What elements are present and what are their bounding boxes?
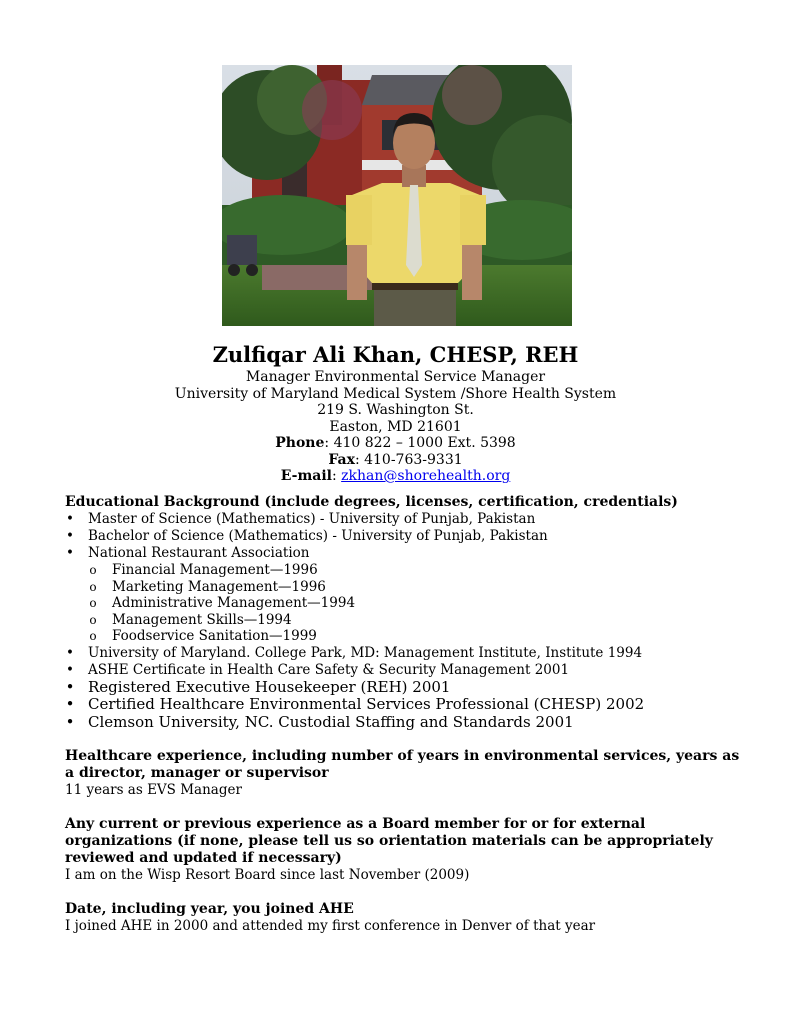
bullet-icon: •	[66, 661, 74, 678]
email-separator: :	[331, 468, 342, 484]
spacer	[65, 799, 745, 816]
experience-text: 11 years as EVS Manager	[65, 782, 242, 798]
spacer	[65, 884, 745, 901]
joined-text: I joined AHE in 2000 and attended my first conference in Denver of that year	[65, 918, 596, 934]
list-item	[65, 662, 745, 679]
person-name: Zulfiqar Ali Khan, CHESP, REH	[212, 342, 579, 367]
joined-heading: Date, including year, you joined AHE	[65, 901, 354, 917]
fax-line	[0, 452, 791, 469]
organization: University of Maryland Medical System /Shore Health System	[174, 385, 617, 402]
bullet-icon: •	[66, 545, 74, 561]
sub-list-item	[65, 612, 745, 629]
sub-list	[65, 562, 745, 645]
list-item	[65, 545, 745, 645]
sub-list-item-text: Marketing Management—1996	[112, 578, 326, 595]
street-address: 219 S. Washington St.	[317, 402, 474, 418]
fax-label: Fax	[328, 451, 355, 468]
circle-bullet-icon: o	[89, 579, 97, 594]
sub-list-item	[65, 562, 745, 579]
phone-label: Phone	[275, 435, 325, 451]
sub-list-item	[65, 595, 745, 612]
email-line	[0, 468, 791, 485]
bullet-icon: •	[66, 528, 74, 544]
bullet-icon: •	[66, 511, 74, 527]
list-item	[65, 528, 745, 545]
phone-line	[0, 435, 791, 452]
circle-bullet-icon: o	[89, 629, 97, 643]
email-label: E-mail	[280, 468, 332, 484]
list-item	[65, 679, 745, 697]
list-item-text: ASHE Certificate in Health Care Safety & Security Management 2001	[88, 661, 570, 678]
list-item-text: Registered Executive Housekeeper (REH) 2001	[88, 677, 451, 696]
job-title: Manager Environmental Service Manager	[245, 369, 546, 385]
sub-list-item	[65, 628, 745, 645]
list-item	[65, 714, 745, 732]
list-item-text: National Restaurant Association	[88, 545, 310, 561]
spacer	[65, 731, 745, 748]
education-heading: Educational Background (include degrees, licenses, certification, credentials)	[65, 494, 678, 510]
city-state-zip: Easton, MD 21601	[329, 418, 462, 435]
list-item-text: University of Maryland. College Park, MD: Management Institute, Institute 1994	[88, 644, 643, 661]
board-text: I am on the Wisp Resort Board since last November (2009)	[65, 867, 470, 883]
fax-number: : 410-763-9331	[354, 451, 463, 468]
contact-header	[0, 341, 791, 485]
circle-bullet-icon: o	[89, 563, 97, 577]
list-item-text: Clemson University, NC. Custodial Staffing and Standards 2001	[88, 712, 574, 731]
bullet-icon: •	[65, 712, 75, 731]
education-list	[65, 511, 745, 731]
board-heading: Any current or previous experience as a Board member for or for external organizations (if none, please tell us so orientation materials can be appropriately reviewed and updated if necessary)	[65, 816, 713, 866]
list-item-text: Bachelor of Science (Mathematics) - University of Punjab, Pakistan	[88, 528, 548, 544]
phone-number: : 410 822 – 1000 Ext. 5398	[324, 435, 516, 451]
bullet-icon: •	[66, 644, 74, 661]
email-link[interactable]: zkhan@shorehealth.org	[341, 468, 511, 484]
list-item	[65, 511, 745, 528]
resume-body	[65, 494, 745, 935]
list-item	[65, 645, 745, 662]
circle-bullet-icon: o	[89, 596, 97, 610]
experience-heading: Healthcare experience, including number of years in environmental services, years as a director, manager or supervisor	[65, 748, 740, 781]
sub-list-item	[65, 579, 745, 596]
profile-photo	[222, 65, 572, 326]
bullet-icon: •	[65, 695, 75, 713]
sub-list-item-text: Management Skills—1994	[112, 611, 292, 628]
list-item-text: Certified Healthcare Environmental Services Professional (CHESP) 2002	[88, 695, 645, 713]
list-item	[65, 696, 745, 714]
bullet-icon: •	[65, 677, 75, 696]
sub-list-item-text: Administrative Management—1994	[112, 595, 356, 611]
list-item-text: Master of Science (Mathematics) - University of Punjab, Pakistan	[88, 511, 536, 527]
circle-bullet-icon: o	[89, 612, 97, 627]
sub-list-item-text: Foodservice Sanitation—1999	[112, 628, 317, 644]
sub-list-item-text: Financial Management—1996	[112, 562, 318, 578]
